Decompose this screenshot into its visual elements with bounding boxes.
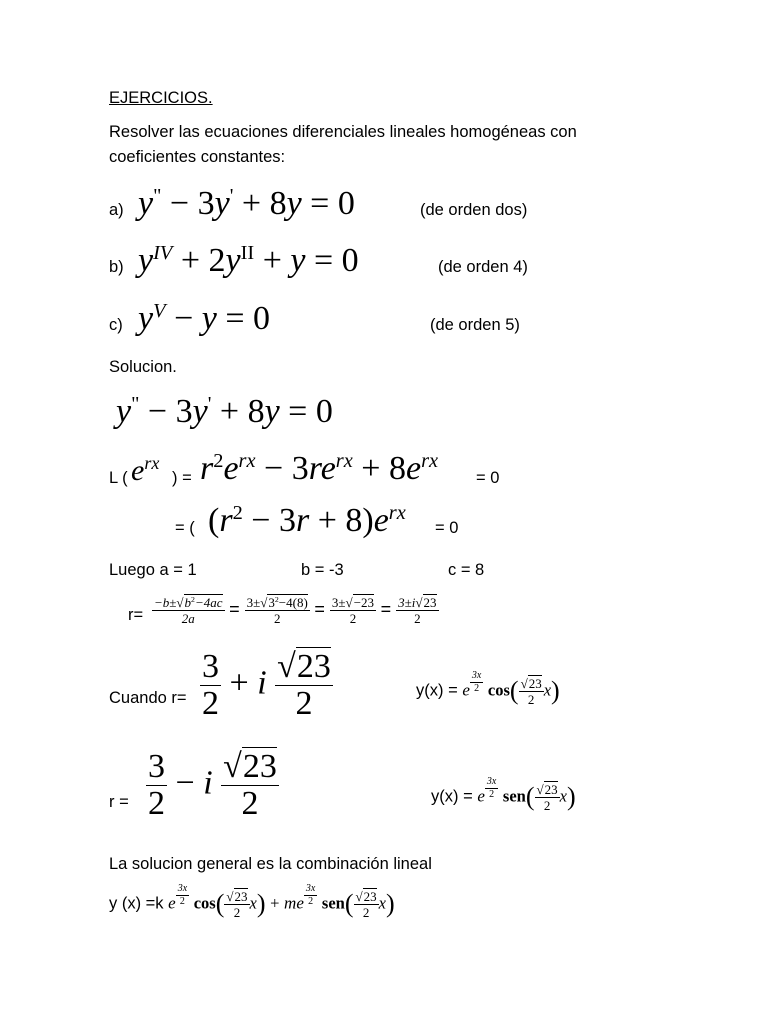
general-solution-text: La solucion general es la combinación lineal	[109, 855, 432, 873]
root-minus: $\frac{3}{2}$ − i $\frac{√23}{2}$	[148, 748, 277, 822]
factored-equals-zero: = 0	[435, 519, 459, 537]
exercise-c-note: (de orden 5)	[430, 316, 520, 334]
intro-line-1: Resolver las ecuaciones diferenciales lineales homogéneas con	[109, 123, 577, 141]
general-solution: y (x) =k e $^{\frac{3x}{2}}$ cos( $\frac{√23}{2}$ x) + me $^{\frac{3x}{2}}$ sen( $\frac{√23}{2}$ x)	[109, 882, 395, 920]
coefficient-c: c = 8	[448, 561, 485, 579]
exercise-a-note: (de orden dos)	[420, 201, 528, 219]
exercise-b-note: (de orden 4)	[438, 258, 528, 276]
operator-equals-zero: = 0	[476, 469, 500, 487]
solution-1: y(x) = e $^{\frac{3x}{2}}$ cos( $\frac{√23}{2}$ x)	[416, 669, 560, 707]
exercise-a-equation: y" − 3y' + 8y = 0	[138, 184, 355, 222]
factored-prefix: = (	[175, 519, 195, 537]
coefficient-a: Luego a = 1	[109, 561, 197, 579]
exercise-a-label: a)	[109, 201, 124, 219]
heading: EJERCICIOS.	[109, 89, 213, 107]
exercise-b-equation: $y^{IV} + 2y^{II} + y = 0$	[138, 241, 359, 279]
solution-2: y(x) = e $^{\frac{3x}{2}}$ sen( $\frac{√23}{2}$ x)	[431, 775, 576, 813]
quadratic-label: r=	[128, 606, 144, 624]
root-plus: $\frac{3}{2}$ + i $\frac{√23}{2}$	[202, 648, 331, 722]
r-minus-label: r =	[109, 793, 129, 811]
operator-label: L (	[109, 469, 128, 487]
exercise-c-label: c)	[109, 316, 123, 334]
operator-arg: $e^{rx}$	[131, 453, 160, 487]
exercise-c-equation: $y^V - y = 0$	[138, 299, 271, 337]
when-r-label: Cuando r=	[109, 689, 187, 707]
operator-expansion: $r^2e^{rx} - 3re^{rx} + 8e^{rx}$	[200, 449, 439, 487]
factored-expression: $(r^2 - 3r + 8)e^{rx}$	[208, 501, 406, 539]
coefficient-b: b = -3	[301, 561, 344, 579]
solution-heading: Solucion.	[109, 358, 177, 376]
exercise-b-label: b)	[109, 258, 124, 276]
operator-close: ) =	[172, 469, 192, 487]
intro-line-2: coeficientes constantes:	[109, 148, 286, 166]
quadratic-formula: $\frac{-b\pm√b^2-4ac}{2a}$ = $\frac{3\pm√3^2-4(8)}{2}$ = $\frac{3\pm√-23}{2}$ = $\frac{3\pm i√23}{2}$	[154, 595, 437, 626]
solution-equation: y" − 3y' + 8y = 0	[116, 392, 333, 430]
